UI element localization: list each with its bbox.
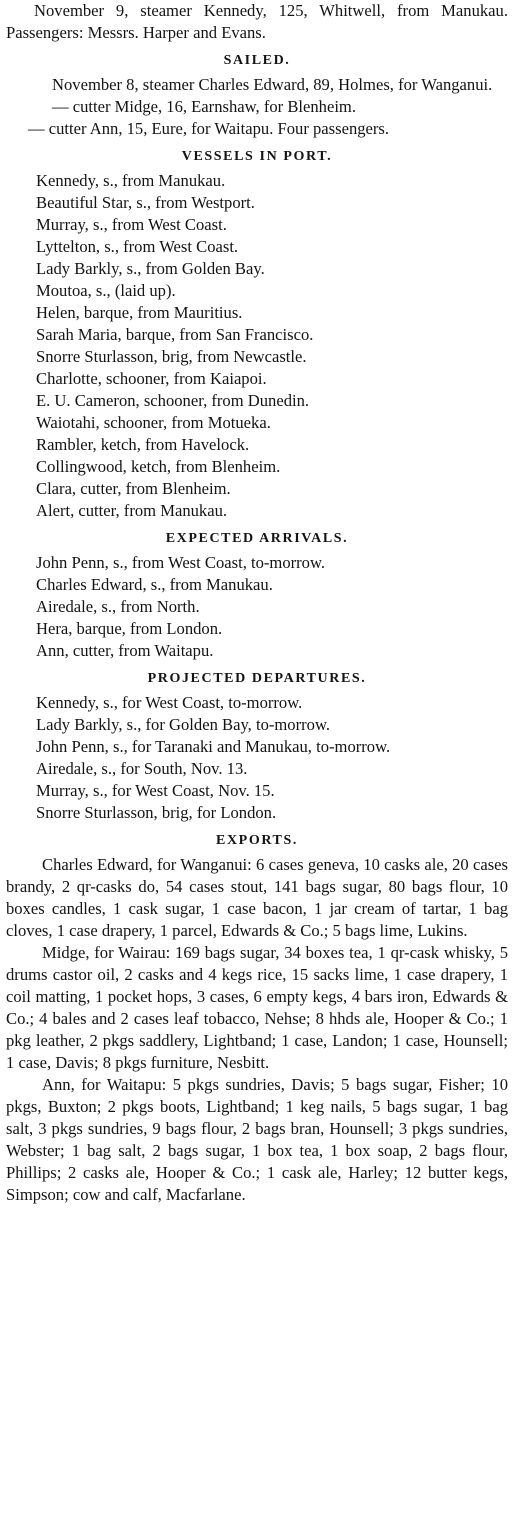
list-item: E. U. Cameron, schooner, from Dunedin. — [36, 391, 310, 410]
projected-departures-list — [6, 692, 508, 824]
sailed-entry: November 8, steamer Charles Edward, 89, Holmes, for Wanganui. — [52, 75, 493, 94]
sailed-entry: — cutter Midge, 16, Earnshaw, for Blenheim. — [52, 97, 356, 116]
list-item: Helen, barque, from Mauritius. — [36, 303, 243, 322]
expected-arrivals-list — [6, 552, 508, 662]
section-heading-expected-arrivals: EXPECTED ARRIVALS. — [165, 531, 349, 546]
list-item: Sarah Maria, barque, from San Francisco. — [36, 325, 314, 344]
list-item: Lyttelton, s., from West Coast. — [36, 237, 239, 256]
list-item: Snorre Sturlasson, brig, from Newcastle. — [36, 347, 307, 366]
section-heading-projected-departures: PROJECTED DEPARTURES. — [147, 671, 367, 686]
section-heading-exports: EXPORTS. — [216, 833, 298, 848]
export-entry: Ann, for Waitapu: 5 pkgs sundries, Davis; 5 bags sugar, Fisher; 10 pkgs, Buxton; 2 pkgs boots, Lightband; 1 keg nails, 5 bags sugar, 1 bag salt, 3 pkgs sundries, 9 bags flour, 2 bags bran, Hounsell; 3 pkgs sundries, Webster; 1 bag salt, 2 bags sugar, 1 box tea, 1 box soap, 2 bags flour, Phillips; 2 casks ale, Hooper & Co.; 1 cask ale, Harley; 12 butter kegs, Simpson; cow and calf, Macfarlane. — [6, 1075, 508, 1204]
list-item: Charles Edward, s., from Manukau. — [36, 575, 273, 594]
list-item: John Penn, s., from West Coast, to-morrow. — [36, 553, 326, 572]
section-heading-vessels-in-port: VESSELS IN PORT. — [181, 149, 333, 164]
vessels-in-port-list — [6, 170, 508, 522]
list-item: Kennedy, s., from Manukau. — [36, 171, 226, 190]
export-entry: Charles Edward, for Wanganui: 6 cases geneva, 10 casks ale, 20 cases brandy, 2 qr-casks do, 54 cases stout, 141 bags sugar, 80 bags flour, 10 boxes candles, 1 cask sugar, 1 case bacon, 1 jar cream of tartar, 1 bag cloves, 1 case drapery, 1 parcel, Edwards & Co.; 5 bags lime, Lukins. — [6, 855, 508, 940]
section-heading-sailed: SAILED. — [223, 53, 291, 68]
list-item: Moutoa, s., (laid up). — [36, 281, 176, 300]
list-item: Clara, cutter, from Blenheim. — [36, 479, 231, 498]
arrival-entry: November 9, steamer Kennedy, 125, Whitwell, from Manukau. Passengers: Messrs. Harper and Evans. — [6, 1, 508, 42]
list-item: Kennedy, s., for West Coast, to-morrow. — [36, 693, 303, 712]
list-item: Beautiful Star, s., from Westport. — [36, 193, 255, 212]
list-item: Lady Barkly, s., for Golden Bay, to-morrow. — [36, 715, 331, 734]
list-item: John Penn, s., for Taranaki and Manukau, to-morrow. — [36, 737, 391, 756]
list-item: Ann, cutter, from Waitapu. — [36, 641, 214, 660]
list-item: Alert, cutter, from Manukau. — [36, 501, 228, 520]
list-item: Snorre Sturlasson, brig, for London. — [36, 803, 277, 822]
list-item: Airedale, s., from North. — [36, 597, 200, 616]
list-item: Collingwood, ketch, from Blenheim. — [36, 457, 281, 476]
list-item: Rambler, ketch, from Havelock. — [36, 435, 250, 454]
sailed-entry: — cutter Ann, 15, Eure, for Waitapu. Four passengers. — [28, 119, 390, 138]
list-item: Airedale, s., for South, Nov. 13. — [36, 759, 248, 778]
export-entry: Midge, for Wairau: 169 bags sugar, 34 boxes tea, 1 qr-cask whisky, 5 drums castor oil, 2 casks and 4 kegs rice, 15 sacks lime, 1 case drapery, 1 coil matting, 1 pocket hops, 3 cases, 6 empty kegs, 4 bars iron, Edwards & Co.; 4 bales and 2 cases leaf tobacco, Nehse; 8 hhds ale, Hooper & Co.; 1 pkg leather, 2 pkgs saddlery, Lightband; 1 case, Landon; 1 case, Hounsell; 1 case, Davis; 8 pkgs furniture, Nesbitt. — [6, 943, 508, 1072]
list-item: Hera, barque, from London. — [36, 619, 223, 638]
list-item: Waiotahi, schooner, from Motueka. — [36, 413, 271, 432]
list-item: Lady Barkly, s., from Golden Bay. — [36, 259, 265, 278]
list-item: Charlotte, schooner, from Kaiapoi. — [36, 369, 267, 388]
list-item: Murray, s., for West Coast, Nov. 15. — [36, 781, 275, 800]
list-item: Murray, s., from West Coast. — [36, 215, 227, 234]
